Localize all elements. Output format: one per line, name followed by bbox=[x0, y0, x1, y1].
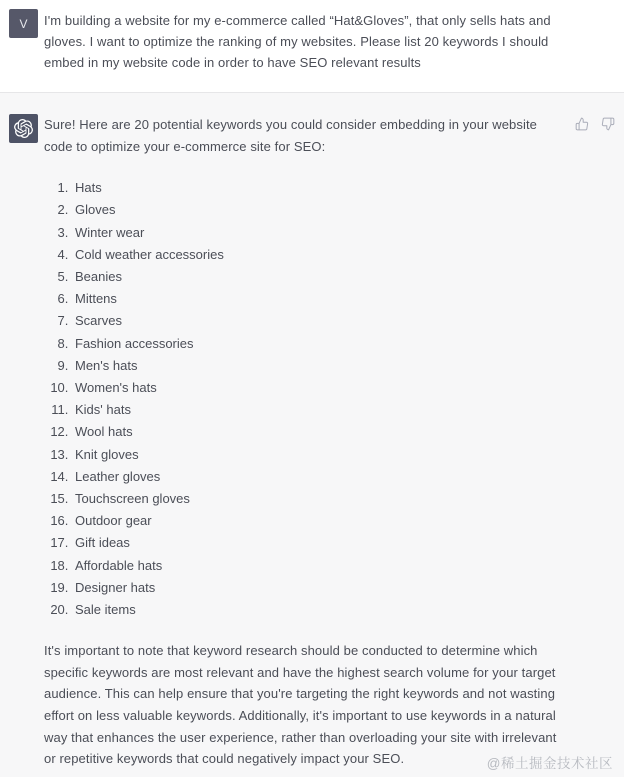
user-avatar-label: V bbox=[19, 16, 28, 31]
assistant-avatar bbox=[9, 114, 38, 143]
keyword-list-item: 2. Gloves bbox=[72, 199, 566, 221]
keyword-list-item: 14. Leather gloves bbox=[72, 466, 566, 488]
keyword-list-item: 11. Kids' hats bbox=[72, 399, 566, 421]
keyword-list-item: 15. Touchscreen gloves bbox=[72, 488, 566, 510]
keyword-list-item: 18. Affordable hats bbox=[72, 555, 566, 577]
keyword-list-item: 17. Gift ideas bbox=[72, 532, 566, 554]
keyword-list-item: 19. Designer hats bbox=[72, 577, 566, 599]
assistant-intro-text: Sure! Here are 20 potential keywords you could consider embedding in your website code to optimize your e-commerce site for SEO: bbox=[44, 117, 537, 154]
user-message-text: I'm building a website for my e-commerce called “Hat&Gloves”, that only sells hats and gloves. I want to optimize the ranking of my websites. Please list 20 keywords I should embed in my website code in order to have SEO relevant results bbox=[44, 13, 551, 70]
openai-logo-icon bbox=[14, 119, 33, 138]
thumbs-up-icon bbox=[575, 117, 589, 131]
thumbs-up-button[interactable] bbox=[574, 116, 589, 131]
keyword-list-item: 6. Mittens bbox=[72, 288, 566, 310]
keyword-list-item: 7. Scarves bbox=[72, 310, 566, 332]
user-message bbox=[0, 0, 624, 92]
keyword-list-item: 10. Women's hats bbox=[72, 377, 566, 399]
keyword-list-item: 9. Men's hats bbox=[72, 355, 566, 377]
keyword-list bbox=[44, 177, 566, 621]
keyword-list-item: 12. Wool hats bbox=[72, 421, 566, 443]
keyword-list-item: 5. Beanies bbox=[72, 266, 566, 288]
keyword-list-item: 20. Sale items bbox=[72, 599, 566, 621]
feedback-controls bbox=[574, 116, 615, 131]
keyword-list-item: 16. Outdoor gear bbox=[72, 510, 566, 532]
keyword-list-item: 4. Cold weather accessories bbox=[72, 244, 566, 266]
watermark: @稀土掘金技术社区 bbox=[486, 756, 613, 771]
keyword-list-item: 1. Hats bbox=[72, 177, 566, 199]
keyword-list-item: 13. Knit gloves bbox=[72, 444, 566, 466]
keyword-list-item: 3. Winter wear bbox=[72, 222, 566, 244]
assistant-message bbox=[0, 92, 624, 777]
thumbs-down-button[interactable] bbox=[600, 116, 615, 131]
user-avatar bbox=[9, 9, 38, 38]
thumbs-down-icon bbox=[601, 117, 615, 131]
assistant-outro-text: It's important to note that keyword research should be conducted to determine which specific keywords are most relevant and have the highest search volume for your target audience. This can help ensure that you're targeting the right keywords and not wasting effort on less valuable keywords. Additionally, it's important to use keywords in a natural way that enhances the user experience, rather than overloading your site with irrelevant or repetitive keywords that could negatively impact your SEO. bbox=[44, 643, 557, 767]
keyword-list-item: 8. Fashion accessories bbox=[72, 333, 566, 355]
